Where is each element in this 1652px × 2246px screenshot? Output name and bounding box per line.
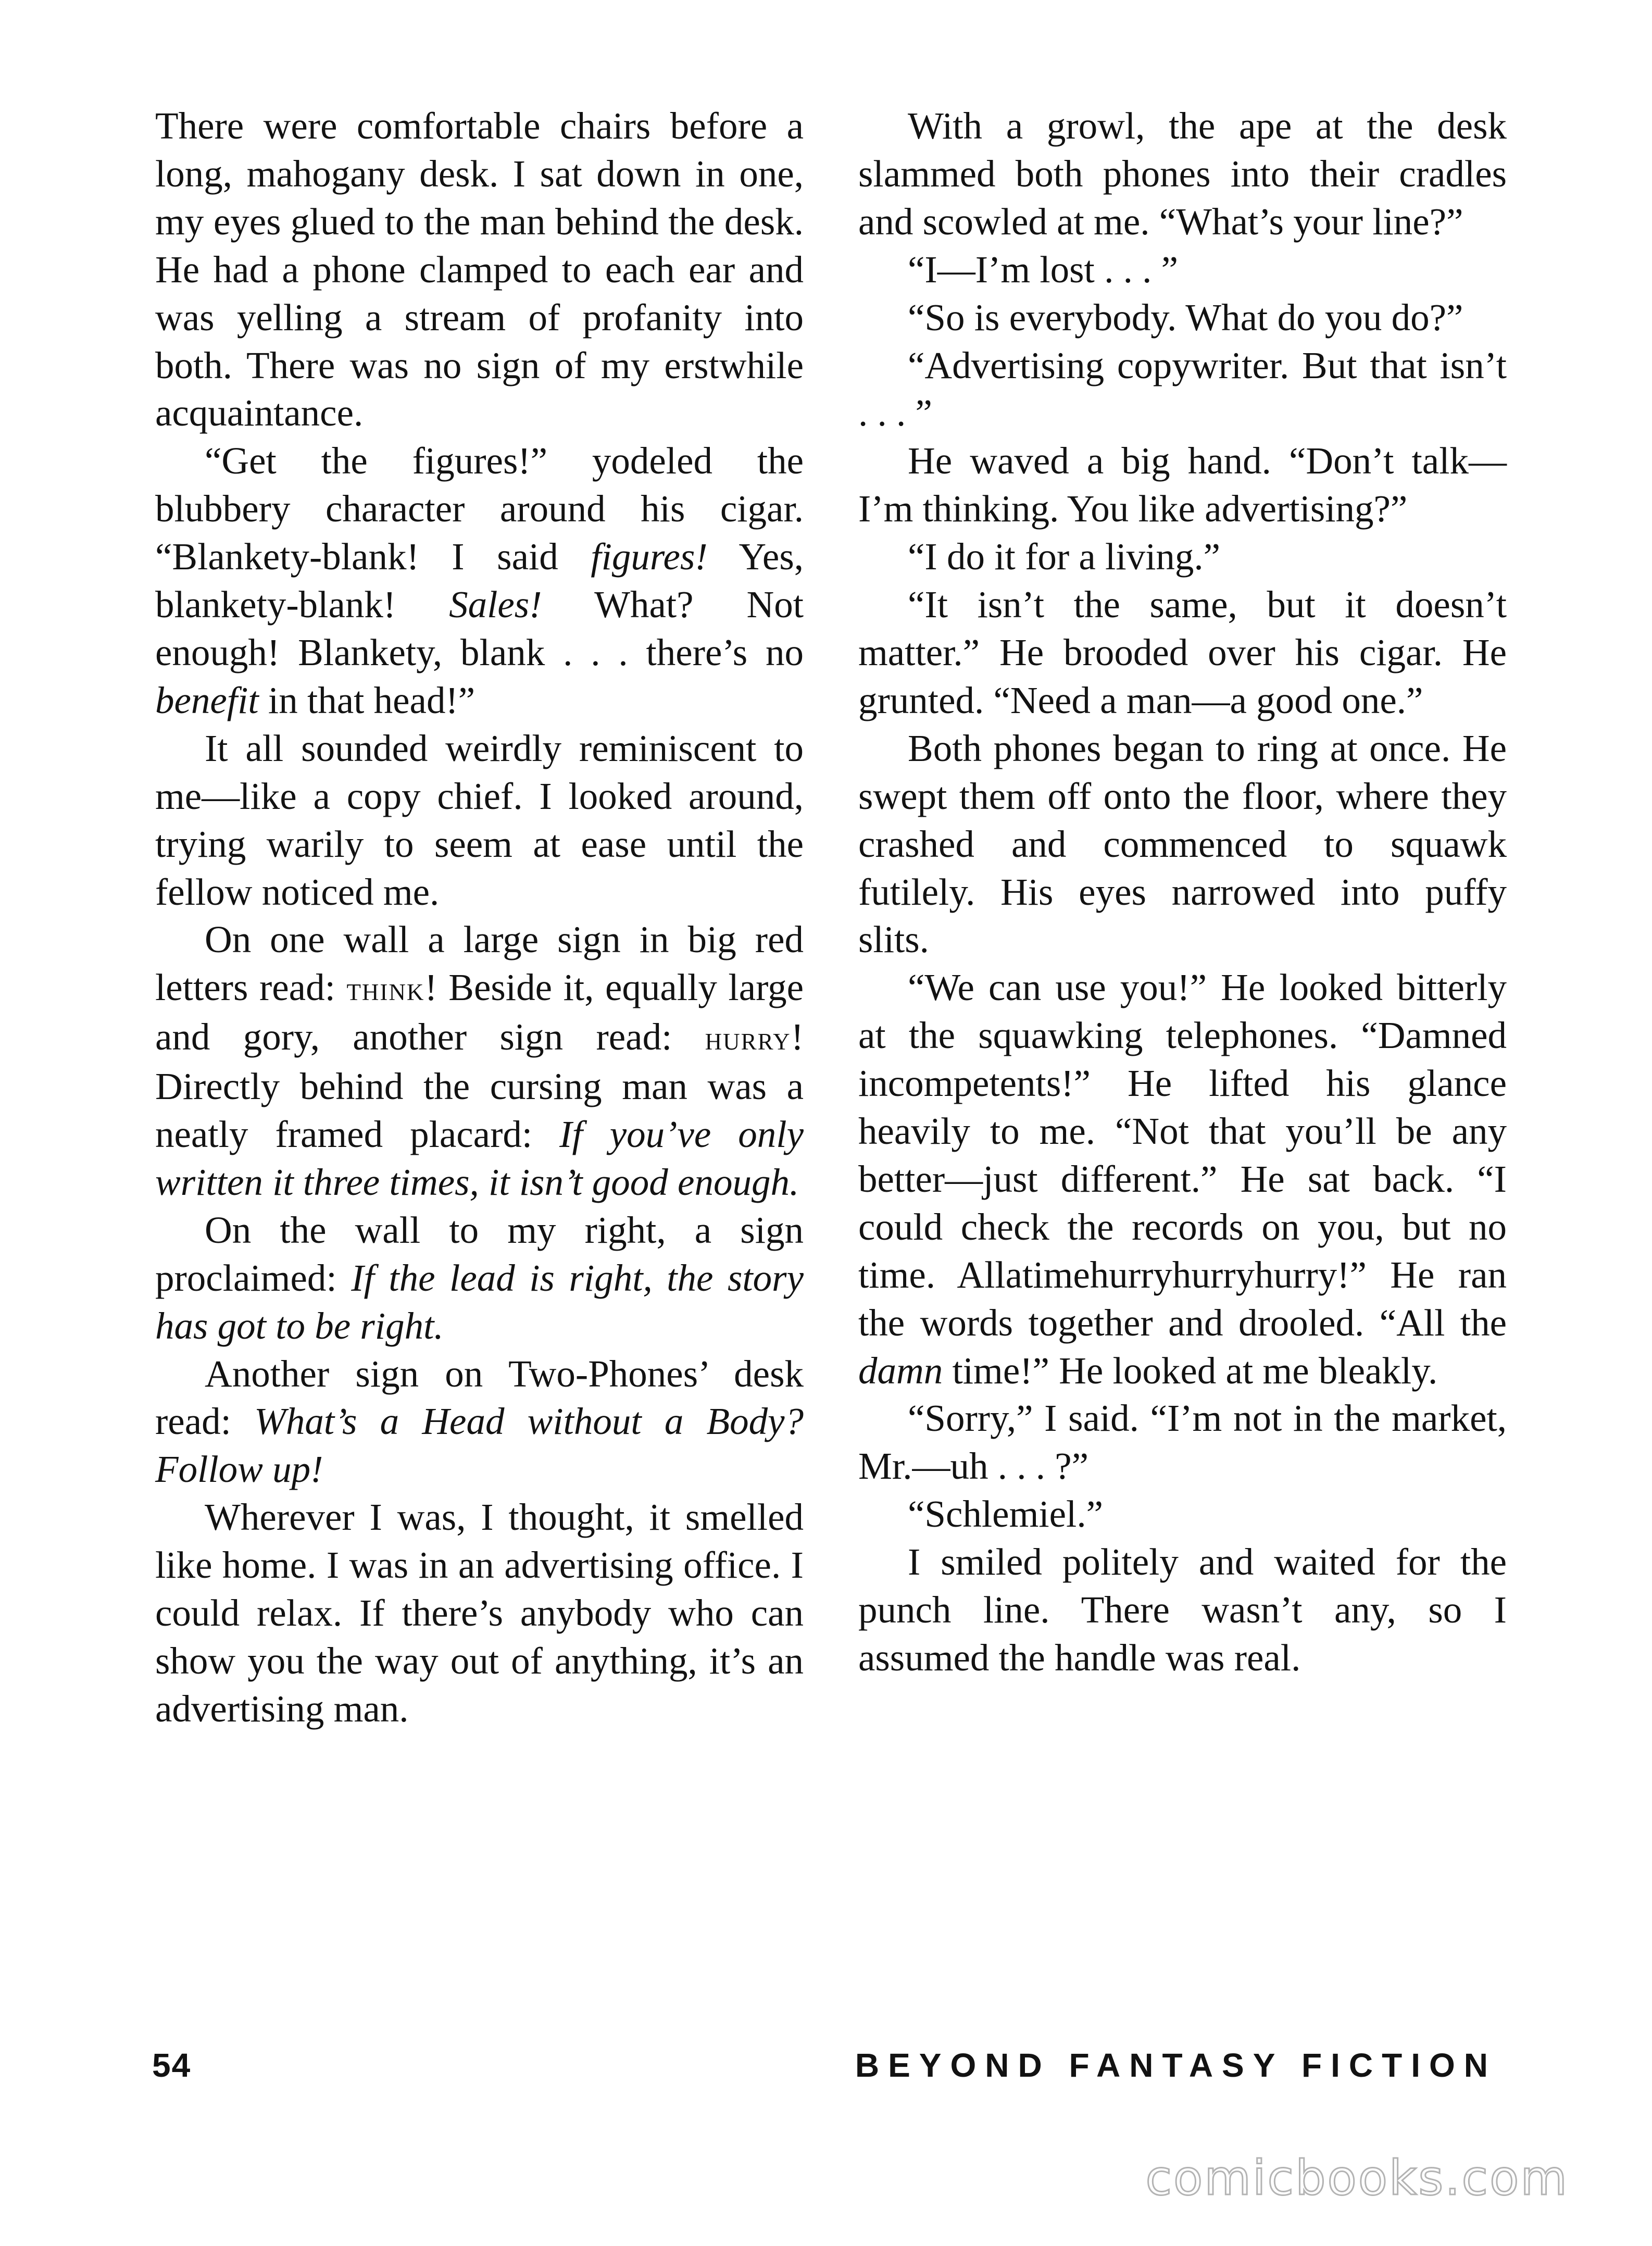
paragraph: It all sounded weirdly reminiscent to me—like a copy chief. I looked around, trying warily to seem at ease until the fellow noticed me. (155, 727, 804, 913)
watermark: comicbooks.com (1145, 2150, 1569, 2206)
paragraph: “Sorry,” I said. “I’m not in the market, Mr.—uh . . . ?” (858, 1397, 1507, 1488)
page-number: 54 (152, 2047, 192, 2084)
paragraph: He waved a big hand. “Don’t talk—I’m thinking. You like advertising?” (858, 440, 1507, 530)
paragraph: With a growl, the ape at the desk slammed both phones into their cradles and scowled at me. “What’s your line?” (858, 105, 1507, 243)
paragraph: “Schlemiel.” (908, 1493, 1103, 1536)
paragraph: On one wall a large sign in big red letters read: think! Beside it, equally large and gory, another sign read: hurry! Directly behind the cursing man was a neatly framed placard: If you’ve only written it three times, it isn’t good enough. (155, 918, 804, 1203)
paragraph: “I do it for a living.” (908, 535, 1221, 578)
paragraph: On the wall to my right, a sign proclaimed: If the lead is right, the story has got to be right. (155, 1208, 804, 1347)
paragraph: “I—I’m lost . . . ” (908, 248, 1178, 291)
paragraph: I smiled politely and waited for the punch line. There wasn’t any, so I assumed the handle was real. (858, 1541, 1507, 1679)
paragraph: Both phones began to ring at once. He swept them off onto the floor, where they crashed and commenced to squawk futilely. His eyes narrowed into puffy slits. (858, 727, 1507, 961)
paragraph: “So is everybody. What do you do?” (908, 296, 1463, 339)
magazine-title: BEYOND FANTASY FICTION (855, 2047, 1497, 2084)
paragraph: “We can use you!” He looked bitterly at the squawking telephones. “Damned incompetents!” He lifted his glance heavily to me. “Not that you’ll be any better—just different.” He sat back. “I could check the records on you, but no time. Allatimehurryhurryhurry!” He ran the words together and drooled. “All the damn time!” He looked at me bleakly. (858, 966, 1507, 1392)
paragraph: Another sign on Two-Phones’ desk read: What’s a Head without a Body? Follow up! (155, 1352, 804, 1491)
paragraph: There were comfortable chairs before a long, mahogany desk. I sat down in one, my eyes glued to the man behind the desk. He had a phone clamped to each ear and was yelling a stream of profanity into both. There was no sign of my erstwhile acquaintance. (155, 105, 804, 434)
right-column (858, 102, 1507, 1682)
sign-think: think (346, 970, 425, 1008)
left-column (155, 102, 804, 1733)
paragraph: “It isn’t the same, but it doesn’t matter.” He brooded over his cigar. He grunted. “Need a man—a good one.” (858, 583, 1507, 721)
paragraph: “Advertising copywriter. But that isn’t . . . ” (858, 344, 1507, 434)
paragraph: Wherever I was, I thought, it smelled like home. I was in an advertising office. I could relax. If there’s anybody who can show you the way out of anything, it’s an advertising man. (155, 1496, 804, 1730)
sign-hurry: hurry (705, 1020, 791, 1057)
paragraph: “Get the figures!” yodeled the blubbery character around his cigar. “Blankety-blank! I said figures! Yes, blankety-blank! Sales! What? Not enough! Blankety, blank . . . there’s no benefit in that head!” (155, 440, 804, 721)
